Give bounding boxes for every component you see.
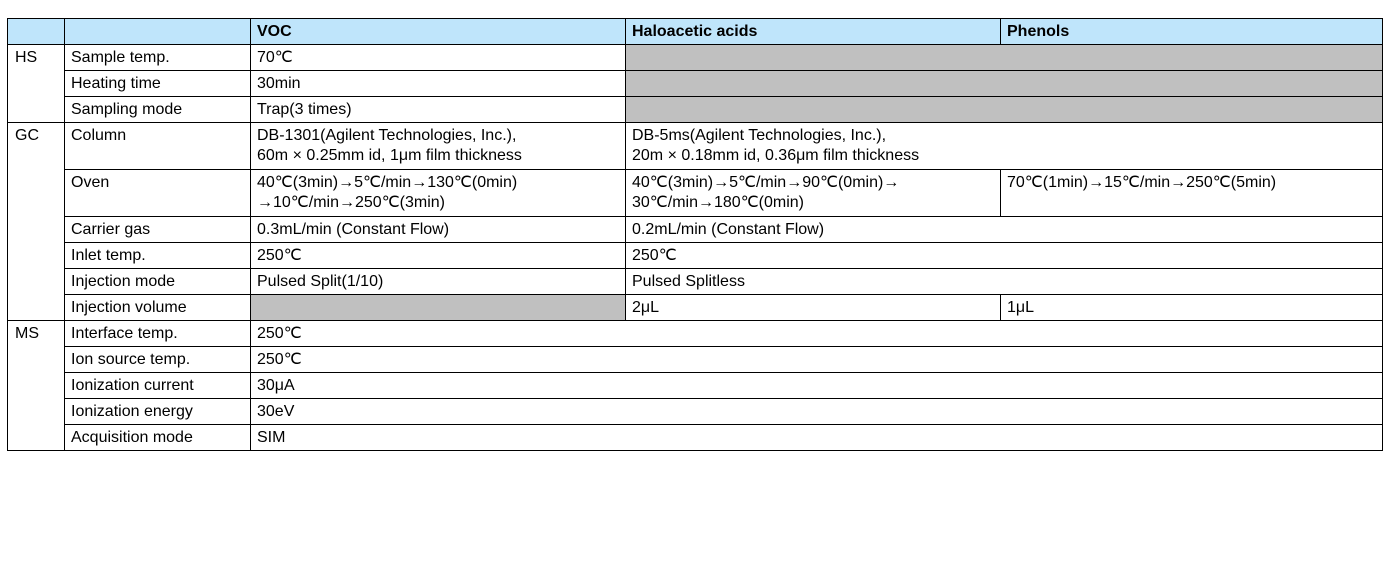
all-value: 30eV	[251, 399, 1383, 425]
param-label: Oven	[65, 170, 251, 217]
voc-value	[251, 123, 626, 170]
haa-phenols-column-line-2: 20m × 0.18mm id, 0.36μm film thickness	[632, 147, 920, 164]
param-label: Column	[65, 123, 251, 170]
not-applicable-cell	[626, 45, 1383, 71]
all-value: 30μA	[251, 373, 1383, 399]
voc-oven-line-2: →10℃/min→250℃(3min)	[257, 194, 445, 211]
param-label: Interface temp.	[65, 321, 251, 347]
not-applicable-cell	[626, 97, 1383, 123]
param-label: Injection volume	[65, 295, 251, 321]
param-label: Inlet temp.	[65, 243, 251, 269]
voc-column-line-1: DB-1301(Agilent Technologies, Inc.),	[257, 127, 517, 144]
voc-value: Trap(3 times)	[251, 97, 626, 123]
table-row	[8, 123, 1383, 170]
table-row	[8, 97, 1383, 123]
haa-phenols-column-line-1: DB-5ms(Agilent Technologies, Inc.),	[632, 127, 887, 144]
voc-oven-line-1: 40℃(3min)→5℃/min→130℃(0min)	[257, 174, 518, 191]
phenols-value: 1μL	[1001, 295, 1383, 321]
haa-value: 2μL	[626, 295, 1001, 321]
group-ms: MS	[8, 321, 65, 451]
param-label: Ion source temp.	[65, 347, 251, 373]
haa-oven-line-2: 30℃/min→180℃(0min)	[632, 194, 804, 211]
haa-oven-line-1: 40℃(3min)→5℃/min→90℃(0min)→	[632, 174, 900, 191]
voc-value: 250℃	[251, 243, 626, 269]
table-row	[8, 243, 1383, 269]
header-row	[8, 19, 1383, 45]
table-row	[8, 269, 1383, 295]
table-row	[8, 45, 1383, 71]
table-row	[8, 399, 1383, 425]
haa-value	[626, 170, 1001, 217]
param-label: Sample temp.	[65, 45, 251, 71]
phenols-value: 70℃(1min)→15℃/min→250℃(5min)	[1001, 170, 1383, 217]
header-haloacetic-acids: Haloacetic acids	[626, 19, 1001, 45]
voc-value: 70℃	[251, 45, 626, 71]
haa-phenols-value: Pulsed Splitless	[626, 269, 1383, 295]
table-row	[8, 170, 1383, 217]
voc-value: 30min	[251, 71, 626, 97]
voc-value: Pulsed Split(1/10)	[251, 269, 626, 295]
param-label: Heating time	[65, 71, 251, 97]
header-voc: VOC	[251, 19, 626, 45]
voc-value: 0.3mL/min (Constant Flow)	[251, 217, 626, 243]
header-parameter-cell	[65, 19, 251, 45]
param-label: Acquisition mode	[65, 425, 251, 451]
table-row	[8, 373, 1383, 399]
haa-phenols-value: 250℃	[626, 243, 1383, 269]
not-applicable-cell	[626, 71, 1383, 97]
table-row	[8, 217, 1383, 243]
all-value: 250℃	[251, 321, 1383, 347]
param-label: Carrier gas	[65, 217, 251, 243]
group-gc: GC	[8, 123, 65, 321]
all-value: 250℃	[251, 347, 1383, 373]
param-label: Injection mode	[65, 269, 251, 295]
table-row	[8, 71, 1383, 97]
all-value: SIM	[251, 425, 1383, 451]
haa-phenols-value	[626, 123, 1383, 170]
param-label: Sampling mode	[65, 97, 251, 123]
header-phenols: Phenols	[1001, 19, 1383, 45]
haa-phenols-value: 0.2mL/min (Constant Flow)	[626, 217, 1383, 243]
param-label: Ionization current	[65, 373, 251, 399]
group-hs: HS	[8, 45, 65, 123]
not-applicable-cell	[251, 295, 626, 321]
analysis-conditions-table	[7, 18, 1383, 451]
header-group-cell	[8, 19, 65, 45]
table-row	[8, 425, 1383, 451]
table-row	[8, 321, 1383, 347]
table-row	[8, 347, 1383, 373]
param-label: Ionization energy	[65, 399, 251, 425]
table-row	[8, 295, 1383, 321]
voc-value	[251, 170, 626, 217]
voc-column-line-2: 60m × 0.25mm id, 1μm film thickness	[257, 147, 522, 164]
